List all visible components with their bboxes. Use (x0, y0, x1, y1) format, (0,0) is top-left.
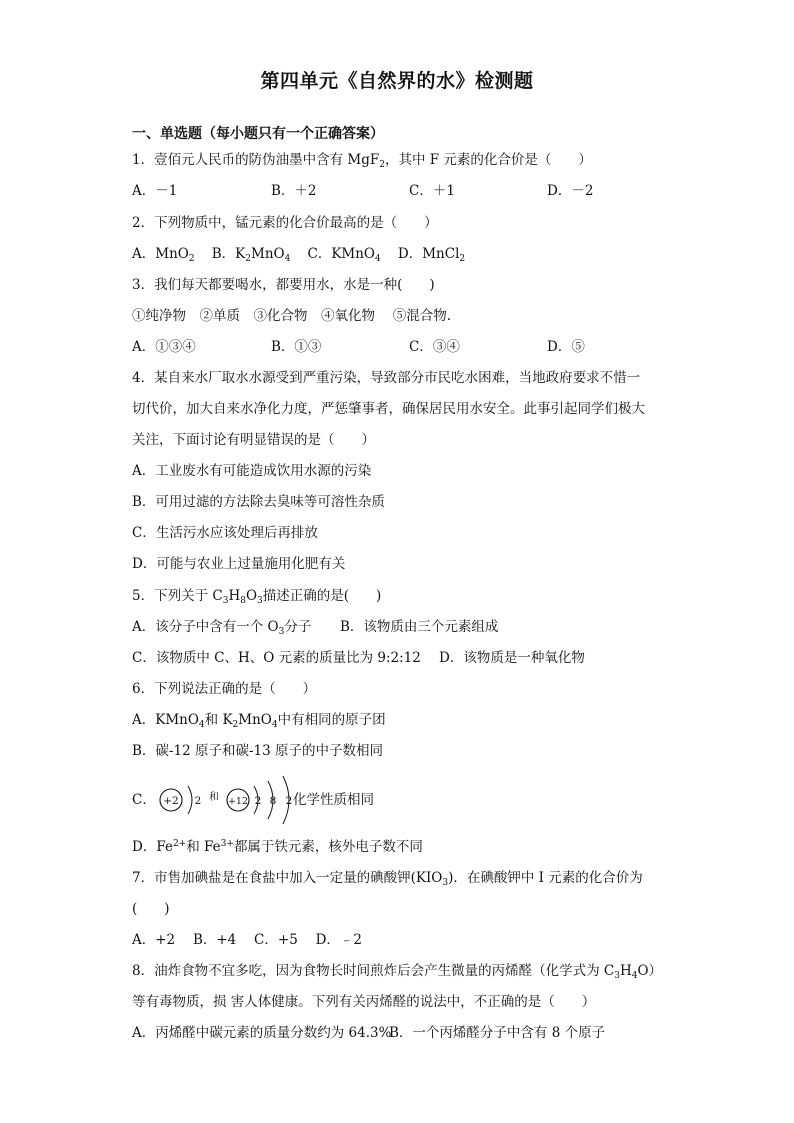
q4-option-c: C．生活污水应该处理后再排放 (132, 525, 318, 541)
q4-option-b: B．可用过滤的方法除去臭味等可溶性杂质 (132, 494, 385, 510)
atom-2-shell-3-electrons: 2 (285, 795, 293, 807)
atom-1-shell-arc (188, 786, 192, 814)
question-3-stem: 3．我们每天都要喝水，都要用水，水是一种( ) (132, 277, 435, 293)
atom-1-shell-electrons: 2 (194, 795, 202, 807)
atom-2-shell-1-electrons: 2 (254, 795, 262, 807)
question-8-stem-line-1: 8．油炸食物不宜多吃，因为食物长时间煎炸后会产生微量的丙烯醛（化学式为 $C_3H_4O$） (132, 963, 663, 981)
q4-option-a: A．工业废水有可能造成饮用水源的污染 (132, 463, 372, 479)
atom-2-nucleus-charge: +12 (227, 796, 249, 807)
question-4-stem-line-2: 切代价，加大自来水净化力度，严惩肇事者，确保居民用水安全。此事引起同学们极大 (132, 401, 645, 417)
question-7-options: A．+2 B．+4 C．+5 D．﹣2 (132, 932, 362, 948)
q1-option-c: C．＋1 (409, 183, 455, 199)
q4-option-d: D．可能与农业上过量施用化肥有关 (132, 556, 346, 572)
question-5-stem: 5．下列关于 $C_3H_8O_3$描述正确的是( ) (132, 588, 382, 606)
question-2-options (132, 244, 465, 264)
question-2-stem: 2．下列物质中，锰元素的化合价最高的是（ ） (132, 215, 438, 231)
question-4-stem-line-1: 4．某自来水厂取水水源受到严重污染，导致部分市民吃水困难，当地政府要求不惜一 (132, 370, 641, 386)
question-6-stem: 6．下列说法正确的是（ ） (132, 681, 317, 697)
q3-option-c: C．③④ (409, 339, 460, 355)
question-3-choices: ①纯净物 ②单质 ③化合物 ④氧化物 ⑤混合物. (132, 308, 452, 324)
section-heading: 一、单选题（每小题只有一个正确答案） (132, 126, 384, 142)
question-4-stem-line-3: 关注，下面讨论有明显错误的是（ ） (132, 432, 375, 448)
q6-option-c-tail: 化学性质相同 (293, 792, 374, 808)
question-5-options-row-1 (132, 617, 732, 637)
question-7-stem-line-2: ( ) (132, 901, 170, 917)
q1-option-d: D．－2 (547, 183, 594, 199)
q2-option-b: B．$K_2MnO_4$ (211, 246, 291, 264)
question-8-stem-line-2: 等有毒物质，损 害人体健康。下列有关丙烯醛的说法中，不正确的是（ ） (132, 994, 596, 1010)
q5-option-c: C．该物质中 C、H、O 元素的质量比为 9:2:12 (132, 650, 421, 666)
q6-option-c-label: C． (132, 792, 156, 808)
q5-option-a: A．该分子中含有一个 $O_3$分子 (132, 619, 312, 637)
q3-option-b: B．①③ (271, 339, 322, 355)
q6-option-d: D．$Fe^{2+}$和 $Fe^{3+}$都属于铁元素，核外电子数不同 (132, 839, 423, 855)
question-5-options-row-2 (132, 648, 732, 668)
q6-option-a: A．KMnO$_4$和 $K_2MnO_4$中有相同的原子团 (132, 712, 386, 730)
q5-option-b: B．该物质由三个元素组成 (340, 619, 499, 635)
q2-option-a: A．MnO$_2$ (132, 246, 195, 264)
atom-structure-diagram (150, 772, 310, 828)
question-1-stem: 1．壹佰元人民币的防伪油墨中含有 MgF$_2$，其中 F 元素的化合价是（ ） (132, 152, 592, 170)
q1-option-a: A．－1 (132, 183, 178, 199)
q1-option-b: B．＋2 (271, 183, 317, 199)
atom-2-shell-2-electrons: 8 (269, 795, 277, 807)
q3-option-d: D．⑤ (547, 339, 585, 355)
question-8-options (132, 1023, 732, 1043)
q5-option-d: D．该物质是一种氧化物 (439, 650, 585, 666)
atom-1-nucleus-charge: +2 (163, 795, 179, 807)
q6-option-b: B．碳-12 原子和碳-13 原子的中子数相同 (132, 743, 383, 759)
q8-option-b: B．一个丙烯醛分子中含有 8 个原子 (389, 1025, 606, 1041)
page-title: 第四单元《自然界的水》检测题 (260, 70, 534, 92)
q2-option-c: C．KMnO$_4$ (307, 246, 381, 264)
q8-option-a: A．丙烯醛中碳元素的质量分数约为 64.3% (132, 1025, 392, 1041)
q2-option-d: D．MnCl$_2$ (397, 246, 466, 264)
question-3-options (132, 337, 732, 357)
question-7-stem: 7．市售加碘盐是在食盐中加入一定量的碘酸钾$(KIO_3)$．在碘酸钾中 I 元素的化合价为 (132, 870, 643, 888)
question-1-options (132, 181, 732, 201)
q3-option-a: A．①③④ (132, 339, 196, 355)
atom-connector-text: 和 (209, 792, 219, 803)
